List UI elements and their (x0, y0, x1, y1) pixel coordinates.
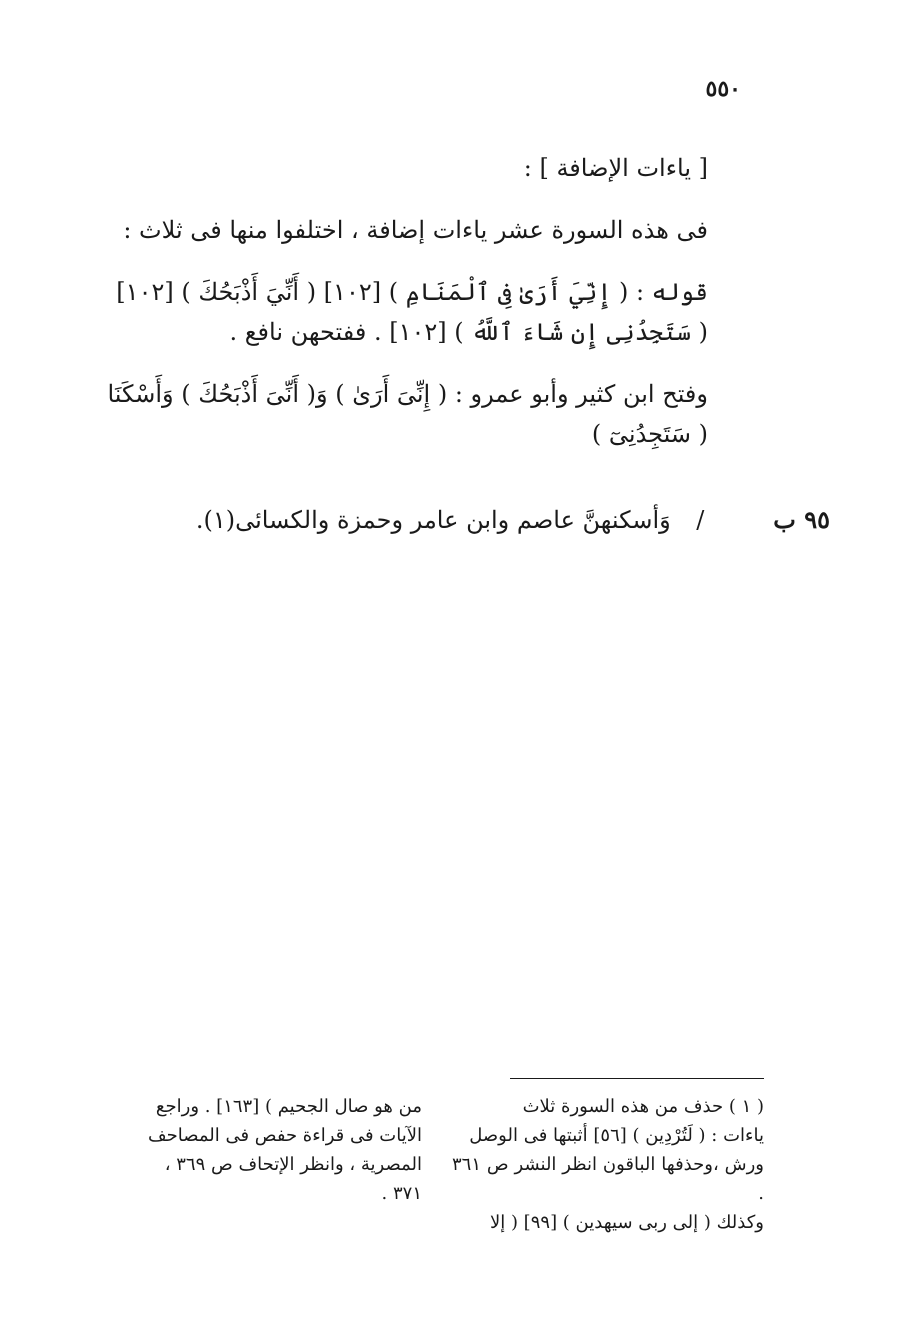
main-text-block (100, 148, 708, 476)
folio-slash: / (696, 506, 705, 534)
paragraph-fataha-line-1: وفتح ابن كثير وأبو عمرو : ( إِنِّىَ أَرَىٰ ) وَ( أَنِّىَ أَذْبَحُكَ ) وَأَسْكَنَا (107, 380, 708, 408)
footnote-line: ٣٧١ . (381, 1183, 422, 1204)
footnote-divider (510, 1078, 764, 1079)
footnote-line: المصرية ، وانظر الإتحاف ص ٣٦٩ ، (164, 1154, 422, 1175)
page-number: ٥٥٠ (705, 76, 741, 102)
footnote-line: ( ١ ) حذف من هذه السورة ثلاث (522, 1096, 764, 1117)
section-heading: [ ياءات الإضافة ] : (523, 154, 708, 182)
footnotes (110, 1092, 764, 1237)
intro-paragraph: فى هذه السورة عشر ياءات إضافة ، اختلفوا منها فى ثلاث : (123, 216, 708, 244)
paragraph-qawluhu-line-2: ( سَتَجِدُنِى إِن شَاءَ ٱللَّهُ ) [١٠٢] . ففتحهن نافع . (229, 318, 708, 346)
folio-text: وَأسكنهنَّ عاصم وابن عامر وحمزة والكسائى(١). (195, 506, 671, 534)
paragraph-qawluhu-line-1: قوله : ( إِنِّيَ أَرَىٰ فِى ٱلْمَنَامِ ) [١٠٢] ( أَنِّيَ أَذْبَحُكَ ) [١٠٢] (116, 278, 708, 306)
paragraph-fataha-line-2: ( سَتَجِدُنِىٓ ) (591, 420, 708, 448)
folio-line (195, 500, 830, 540)
footnote-line: ياءات : ( لَتُرْدِين ) [٥٦] أثبتها فى الوصل (469, 1125, 764, 1146)
paragraph-qawluhu (100, 272, 708, 352)
folio-marker: ٩٥ ب (773, 505, 830, 534)
footnote-column-left (110, 1092, 422, 1237)
paragraph-fataha (100, 374, 708, 454)
footnote-line: من هو صال الجحيم ) [١٦٣] . وراجع (155, 1096, 422, 1117)
footnote-line: وكذلك ( إلى ربى سيهدين ) [٩٩] ( إلا (489, 1212, 764, 1233)
footnote-line: الآيات فى قراءة حفص فى المصاحف (148, 1125, 422, 1146)
footnote-line: ورش ،وحذفها الباقون انظر النشر ص ٣٦١ . (452, 1154, 764, 1204)
footnote-column-right (452, 1092, 764, 1237)
